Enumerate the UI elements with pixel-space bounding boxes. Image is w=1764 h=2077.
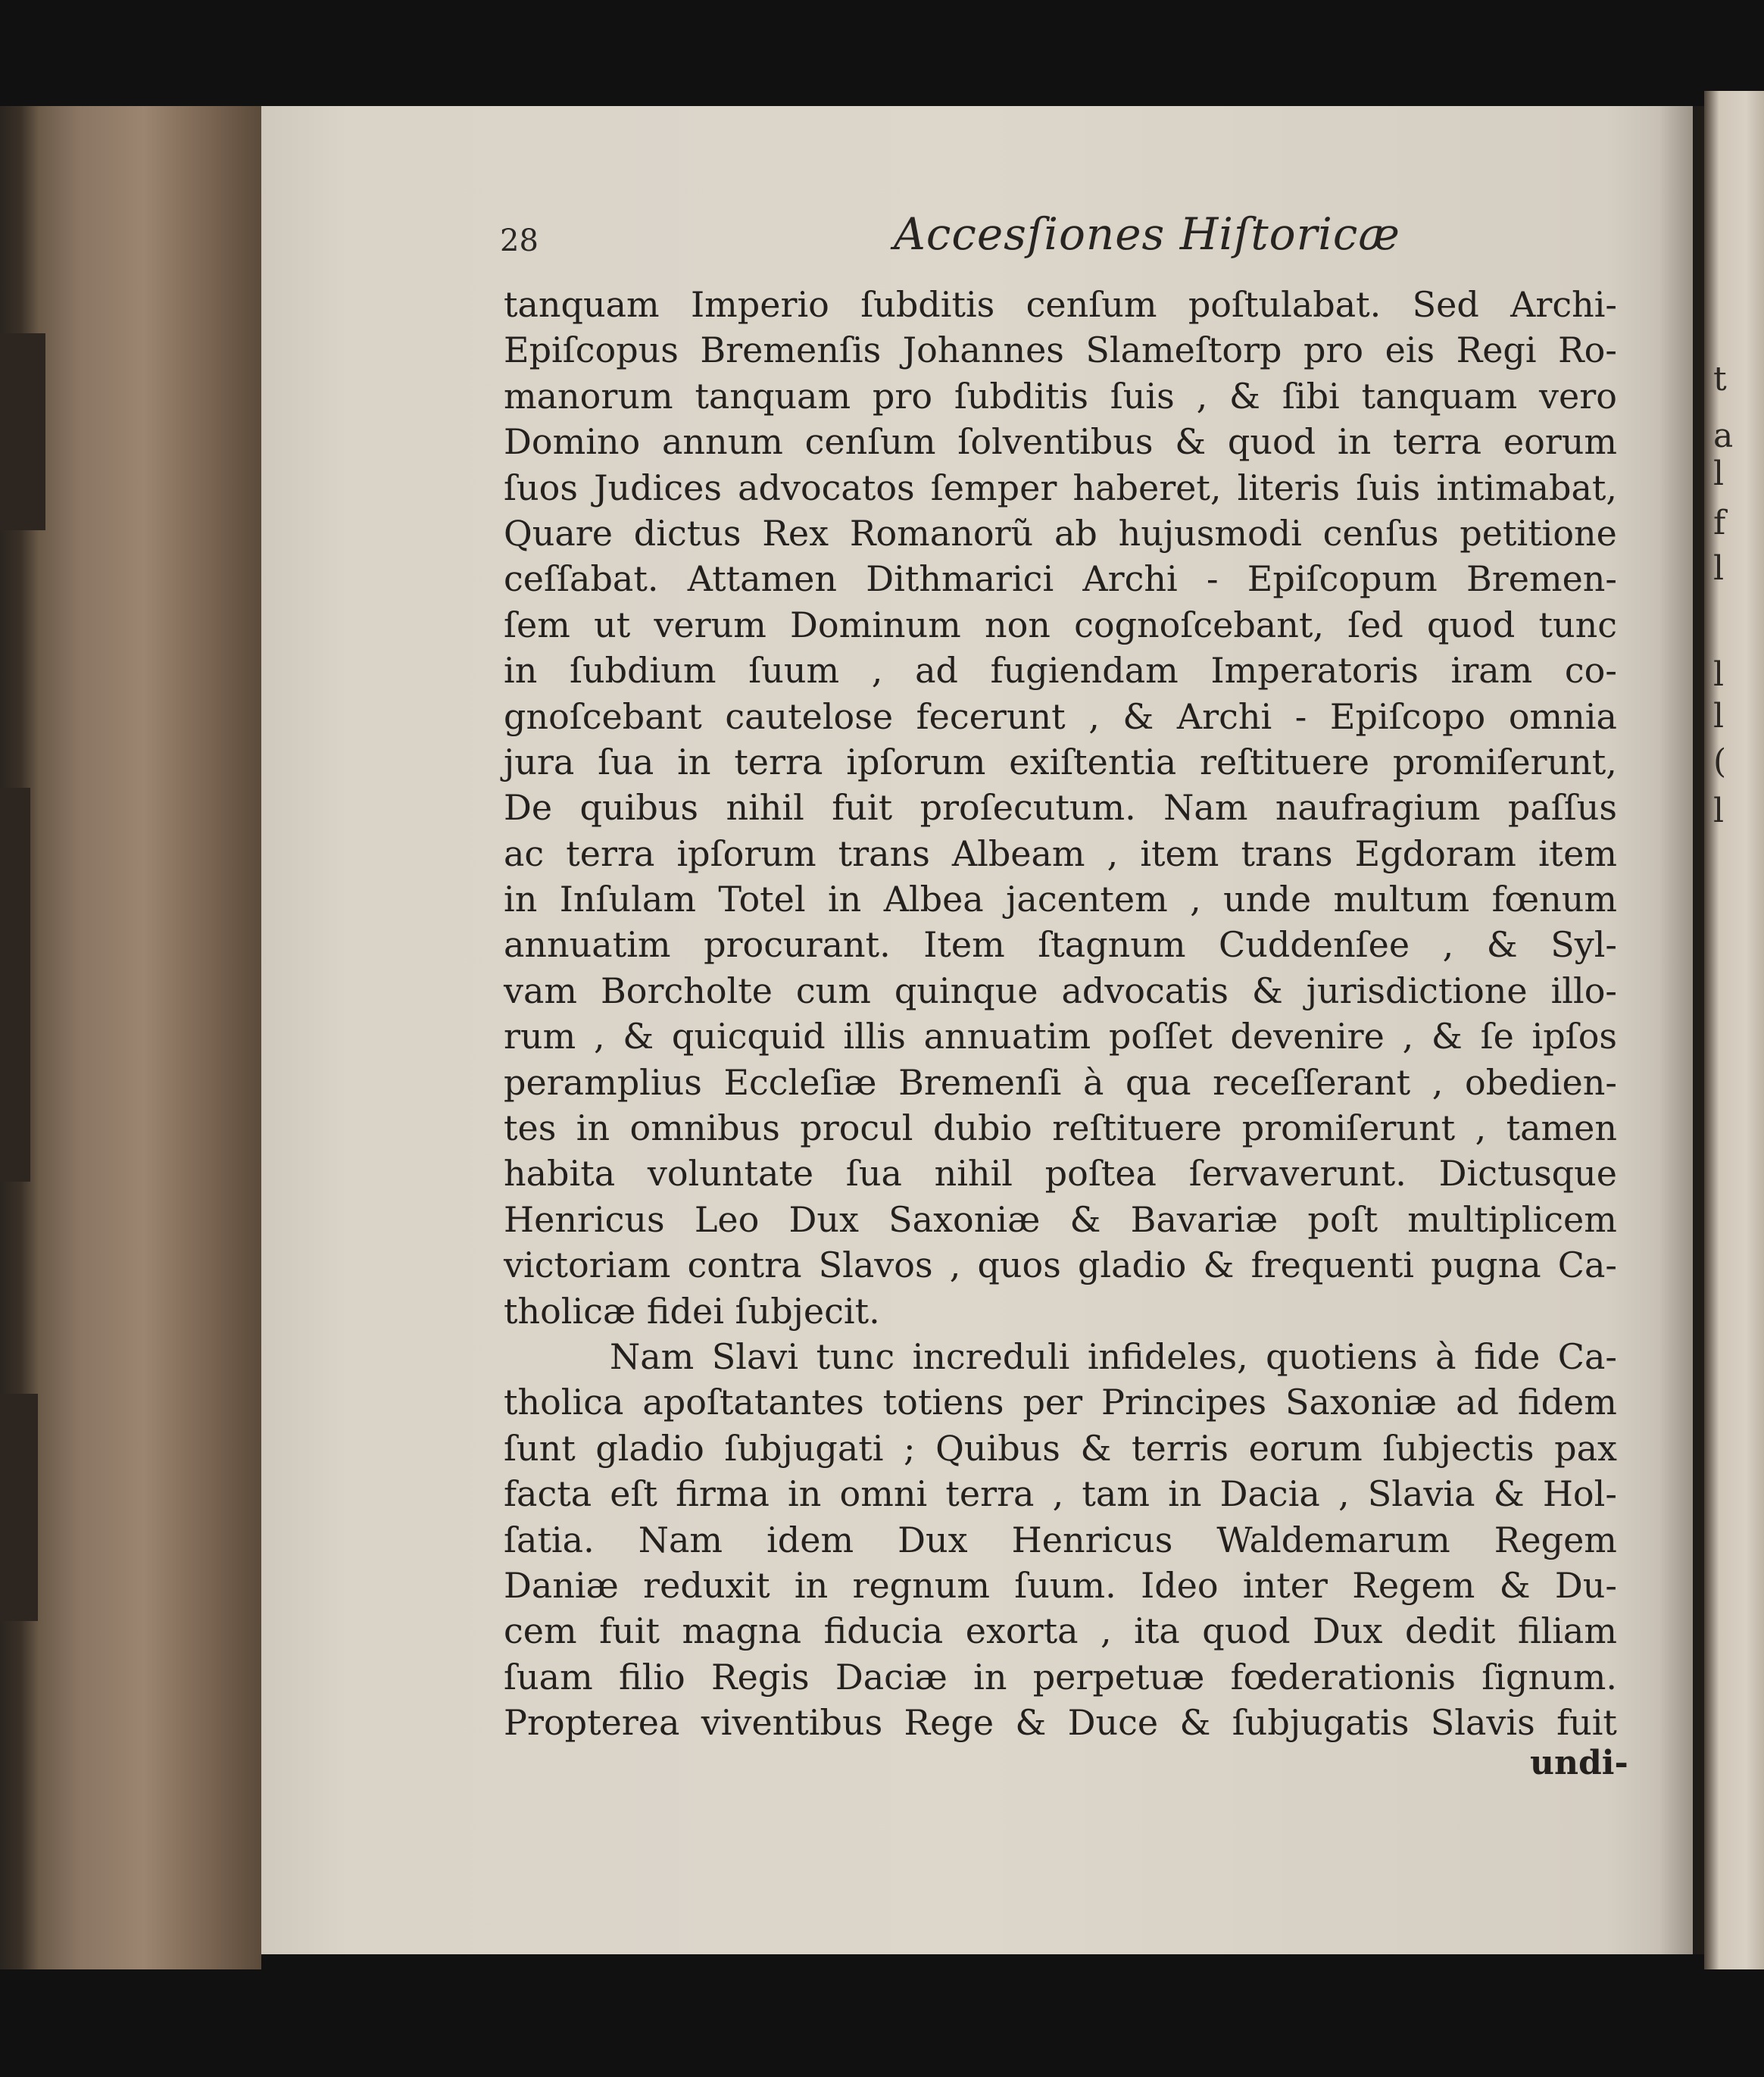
text-line: rum , & quicquid illis annuatim poſſet devenire , & ſe ipſos (504, 1016, 1617, 1057)
running-title: Accesſiones Hiſtoricæ (894, 208, 1400, 260)
body-text (504, 282, 1617, 1746)
margin-glyph: l (1713, 697, 1725, 736)
text-line: Quare dictus Rex Romanorũ ab hujusmodi cenſus petitione (504, 512, 1617, 554)
margin-glyph: l (1713, 792, 1725, 830)
page-header (500, 208, 1613, 269)
text-line: ſuos Judices advocatos ſemper haberet, literis ſuis intimabat, (504, 467, 1617, 508)
text-line: in ſubdium ſuum , ad fugiendam Imperatoris iram co- (504, 650, 1617, 692)
text-line: annuatim procurant. Item ſtagnum Cuddenſee , & Syl- (504, 924, 1617, 966)
text-line: cem fuit magna fiducia exorta , ita quod Dux dedit filiam (504, 1610, 1617, 1652)
text-line: Domino annum cenſum ſolventibus & quod in terra eorum (504, 421, 1617, 463)
margin-glyph: l (1713, 655, 1725, 694)
text-line: Daniæ reduxit in regnum ſuum. Ideo inter Regem & Du- (504, 1564, 1617, 1606)
text-line: victoriam contra Slavos , quos gladio & frequenti pugna Ca- (504, 1245, 1617, 1286)
text-line: habita voluntate ſua nihil poſtea ſervaverunt. Dictusque (504, 1153, 1617, 1195)
text-line: manorum tanquam pro ſubditis ſuis , & ſibi tanquam vero (504, 375, 1617, 417)
edge-stain (0, 788, 30, 1182)
margin-glyph: a (1713, 417, 1734, 455)
text-line: jura ſua in terra ipſorum exiſtentia reſtituere promiſerunt, (504, 741, 1617, 782)
catchword: undi- (1530, 1744, 1628, 1782)
text-line: tanquam Imperio ſubditis cenſum poſtulabat. Sed Archi- (504, 284, 1617, 325)
margin-glyph: l (1713, 549, 1725, 588)
text-line: Propterea viventibus Rege & Duce & ſubjugatis Slavis fuit (504, 1702, 1617, 1744)
text-line: ſatia. Nam idem Dux Henricus Waldemarum Regem (504, 1519, 1617, 1560)
text-line: Epiſcopus Bremenſis Johannes Slameſtorp pro eis Regi Ro- (504, 330, 1617, 371)
gutter-shadow (1659, 106, 1704, 1954)
margin-glyph: t (1713, 360, 1727, 398)
text-line: tes in omnibus procul dubio reſtituere promiſerunt , tamen (504, 1107, 1617, 1149)
text-line: ceſſabat. Attamen Dithmarici Archi - Epiſcopum Bremen- (504, 558, 1617, 600)
text-line: peramplius Eccleſiæ Bremenſi à qua receſſerant , obedien- (504, 1061, 1617, 1103)
book-left-edge (0, 106, 261, 1969)
text-line: in Inſulam Totel in Albea jacentem , unde multum fœnum (504, 879, 1617, 920)
margin-glyph: f (1713, 504, 1726, 542)
text-line: ſem ut verum Dominum non cognoſcebant, ſed quod tunc (504, 604, 1617, 645)
edge-stain (0, 333, 45, 530)
text-line: De quibus nihil fuit proſecutum. Nam naufragium paſſus (504, 787, 1617, 829)
edge-stain (0, 1394, 38, 1621)
facing-page-edge (1704, 91, 1764, 1969)
text-line: gnoſcebant cautelose fecerunt , & Archi - Epiſcopo omnia (504, 695, 1617, 737)
text-line: facta eſt firma in omni terra , tam in Dacia , Slavia & Hol- (504, 1473, 1617, 1515)
text-line: tholica apoſtatantes totiens per Principes Saxoniæ ad fidem (504, 1382, 1617, 1423)
text-line: ſuam filio Regis Daciæ in perpetuæ fœderationis ſignum. (504, 1656, 1617, 1698)
text-line: ſunt gladio ſubjugati ; Quibus & terris eorum ſubjectis pax (504, 1427, 1617, 1469)
text-line: tholicæ fidei ſubjecit. (504, 1290, 880, 1332)
text-line: ac terra ipſorum trans Albeam , item trans Egdoram item (504, 832, 1617, 874)
text-line: vam Borcholte cum quinque advocatis & jurisdictione illo- (504, 970, 1617, 1011)
text-line: Nam Slavi tunc increduli infideles, quotiens à fide Ca- (610, 1335, 1617, 1377)
margin-glyph: l (1713, 454, 1725, 493)
margin-glyph: ( (1713, 742, 1727, 781)
page-number: 28 (500, 223, 539, 258)
text-line: Henricus Leo Dux Saxoniæ & Bavariæ poſt multiplicem (504, 1198, 1617, 1240)
